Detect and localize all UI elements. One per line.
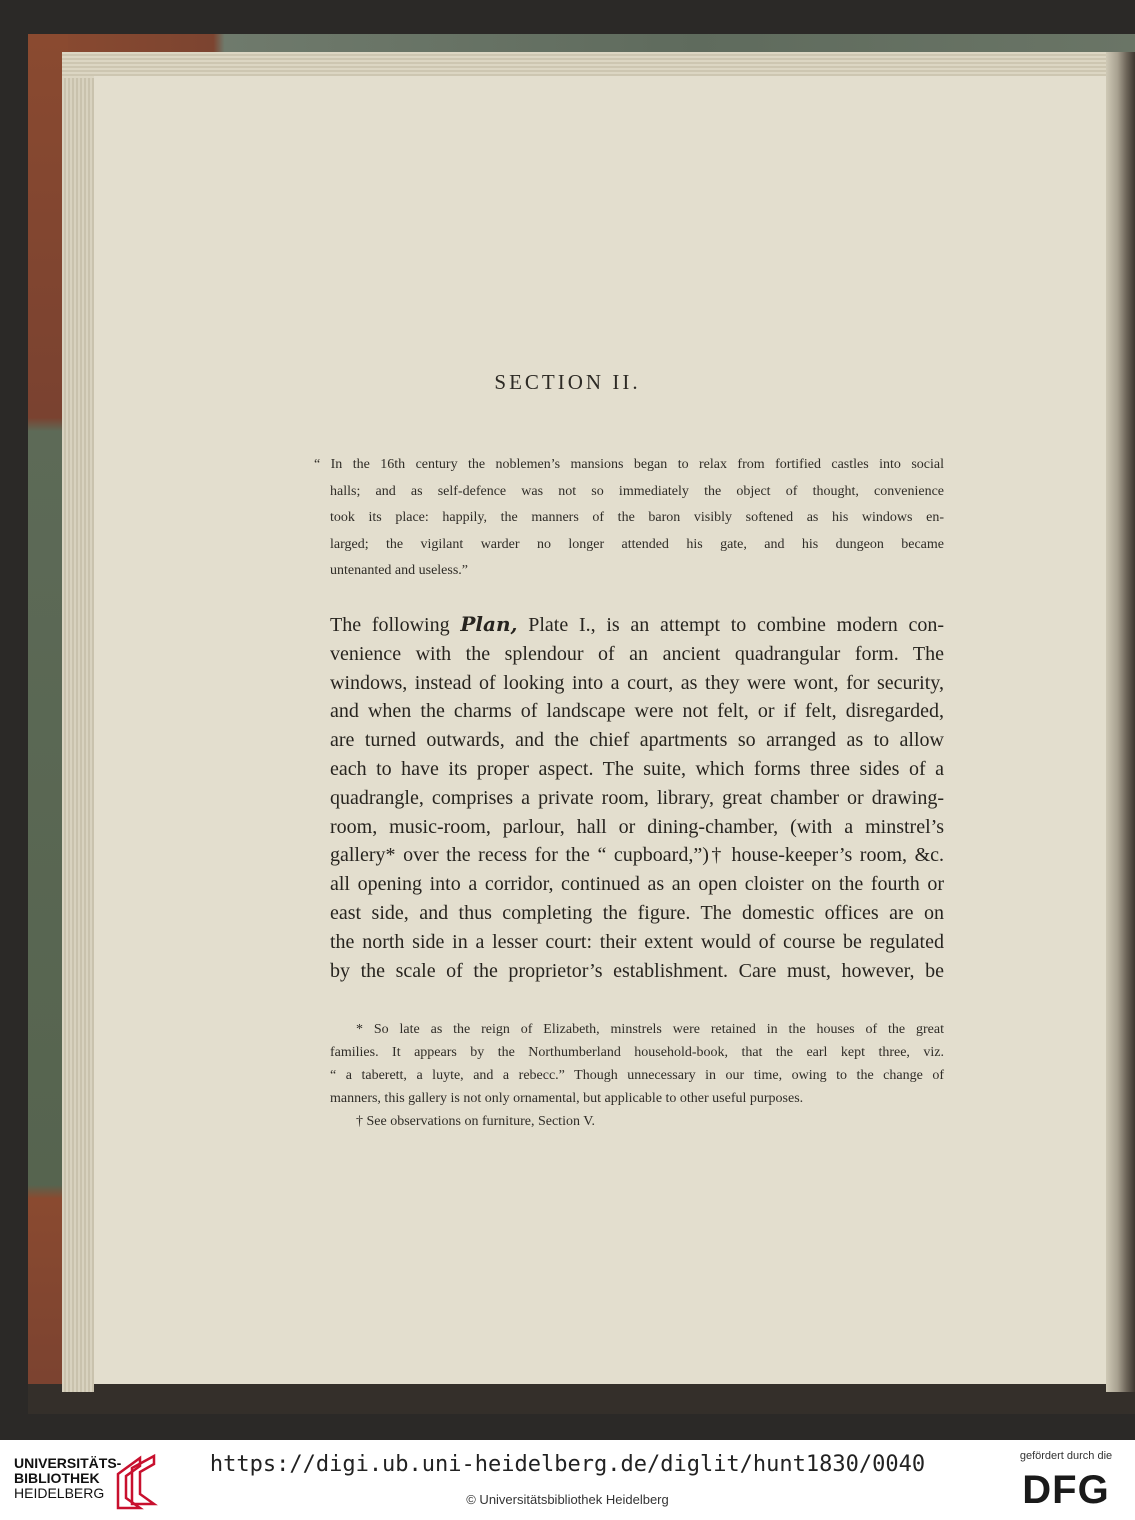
body-line: windows, instead of looking into a court, as they were wont, for security, (330, 671, 944, 694)
quote-line: took its place: happily, the manners of the baron visibly softened as his windows en- (330, 510, 944, 525)
viewer-footer (0, 1440, 1135, 1520)
epigraph-quote (314, 452, 944, 585)
body-line: venience with the splendour of an ancient quadrangular form. The (330, 642, 944, 665)
footnote-line: manners, this gallery is not only ornamental, but applicable to other useful purposes. (330, 1091, 804, 1106)
footnotes (330, 1018, 944, 1133)
quote-line: “ In the 16th century the noblemen’s mansions began to relax from fortified castles into social (314, 457, 944, 472)
dfg-logo[interactable]: DFG (1022, 1468, 1110, 1512)
body-line: east side, and thus completing the figure. The domestic offices are on (330, 901, 944, 924)
page-edges-left (62, 52, 94, 1392)
body-line: are turned outwards, and the chief apartments so arranged as to allow (330, 729, 944, 752)
body-first-line-start: The following (330, 614, 450, 636)
page-edges-top (62, 52, 1122, 78)
copyright-notice: © Universitätsbibliothek Heidelberg (466, 1492, 669, 1507)
body-line: gallery* over the recess for the “ cupboard,”)† house-keeper’s room, &c. (330, 844, 944, 867)
body-first-line (330, 610, 944, 640)
quote-line: halls; and as self-defence was not so immediately the object of thought, convenience (330, 483, 944, 499)
library-name-line: BIBLIOTHEK (14, 1470, 100, 1486)
book-gutter (1106, 52, 1135, 1392)
library-name-line: HEIDELBERG (14, 1485, 105, 1501)
section-title: SECTION II. (494, 370, 641, 394)
body-line: the north side in a lesser court: their extent would of course be regulated (330, 930, 944, 953)
quote-line: untenanted and useless.” (330, 563, 469, 578)
body-line: by the scale of the proprietor’s establishment. Care must, however, be (330, 959, 944, 982)
quote-line: larged; the vigilant warder no longer attended his gate, and his dungeon became (330, 536, 944, 552)
permalink-url[interactable]: https://digi.ub.uni-heidelberg.de/diglit/hunt1830/0040 (209, 1452, 926, 1477)
book-cover-bottom (28, 1384, 1135, 1414)
funding-caption: gefördert durch die (1019, 1450, 1113, 1462)
footnote-line: * So late as the reign of Elizabeth, minstrels were retained in the houses of the great (356, 1022, 944, 1037)
body-line: room, music-room, parlour, hall or dining-chamber, (with a minstrel’s (330, 815, 944, 838)
footnote-line: “ a taberett, a luyte, and a rebecc.” Though unnecessary in our time, owing to the change of (330, 1068, 944, 1083)
body-line: all opening into a corridor, continued as an open cloister on the fourth or (330, 873, 944, 896)
body-paragraph (330, 610, 944, 985)
body-line: each to have its proper aspect. The suite, which forms three sides of a (330, 757, 944, 780)
footnote-line: families. It appears by the Northumberland household-book, that the earl kept three, viz. (330, 1045, 944, 1060)
body-first-line-end: Plate I., is an attempt to combine modern con- (528, 614, 945, 636)
library-name-line: UNIVERSITÄTS- (14, 1455, 122, 1471)
blackletter-word: Plan, (460, 612, 518, 636)
body-line: quadrangle, comprises a private room, library, great chamber or drawing- (330, 786, 944, 809)
footnote-dagger: † See observations on furniture, Section V. (356, 1114, 596, 1129)
body-line: and when the charms of landscape were not felt, or if felt, disregarded, (330, 700, 944, 723)
